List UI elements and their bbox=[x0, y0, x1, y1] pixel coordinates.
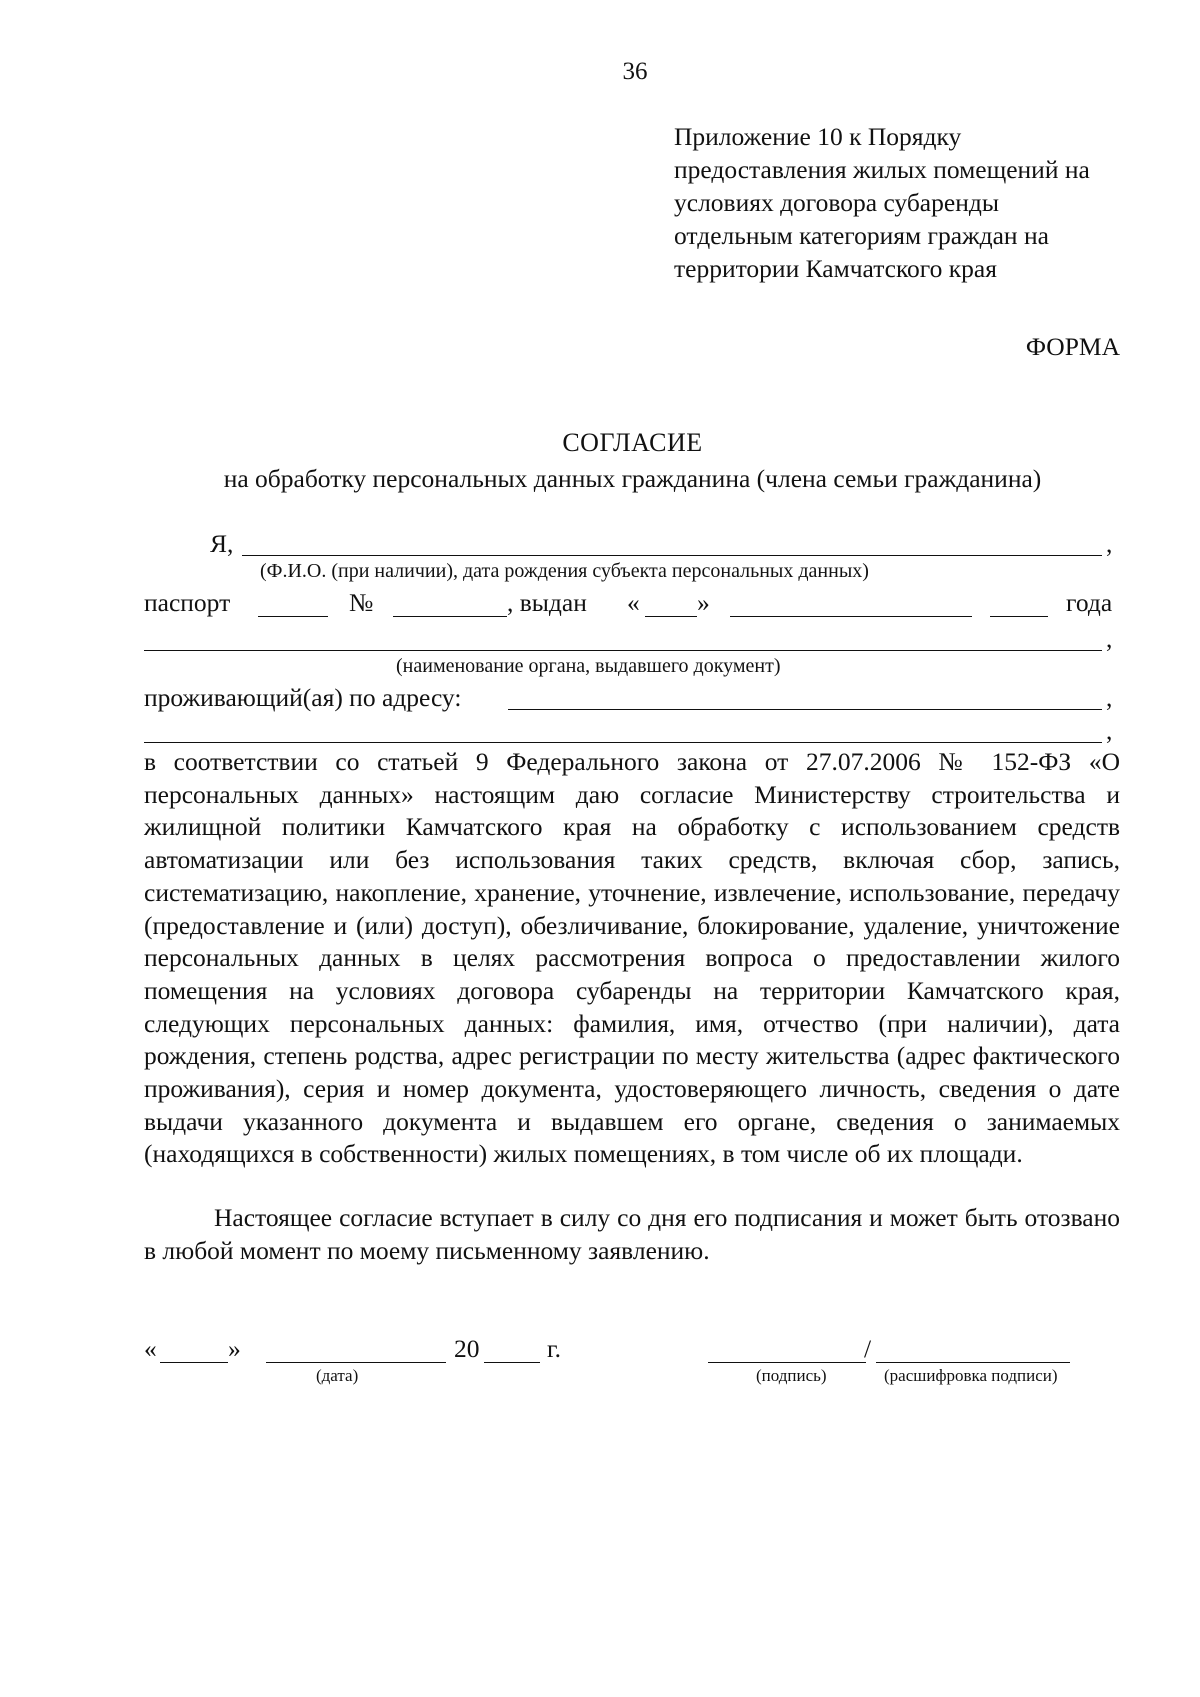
issuer-field[interactable] bbox=[144, 650, 1102, 651]
validity-paragraph bbox=[144, 1202, 1120, 1267]
appendix-line: территории Камчатского края bbox=[674, 254, 997, 283]
form-label: ФОРМА bbox=[1025, 332, 1120, 361]
number-sign: № bbox=[349, 588, 374, 617]
consent-text: в соответствии со статьей 9 Федерального закона от 27.07.2006 № 152-ФЗ «О персональных данных» настоящим даю согласие Министерству строительства и жилищной политики Камчатского края на обработку с использованием средств автоматизации или без использования таких средств, включая сбор, запись, систематизацию, накопление, хранение, уточнение, извлечение, использование, передачу (предоставление и (или) доступ), обезличивание, блокирование, удаление, уничтожение персональных данных в целях рассмотрения вопроса о предоставлении жилого помещения на условиях договора субаренды на территории Камчатского края, следующих персональных данных: фамилия, имя, отчество (при наличии), дата рождения, степень родства, адрес регистрации по месту жительства (адрес фактического проживания), серия и номер документа, удостоверяющего личность, сведения о дате выдачи указанного документа и выдавшем его органе, сведения о занимаемых (находящихся в собственности) жилых помещениях, в том числе об их площади. bbox=[144, 747, 1120, 1169]
year-suffix: г. bbox=[547, 1334, 561, 1363]
page-number: 36 bbox=[622, 58, 648, 85]
date-hint: (дата) bbox=[316, 1366, 359, 1385]
fio-prefix: Я, bbox=[210, 529, 234, 558]
appendix-line: отдельным категориям граждан на bbox=[674, 221, 1049, 250]
date-quote-open: « bbox=[144, 1334, 157, 1363]
year-prefix: 20 bbox=[454, 1334, 480, 1363]
address2-suffix: , bbox=[1106, 716, 1113, 745]
quote-open: « bbox=[627, 588, 640, 617]
passport-number-field[interactable] bbox=[393, 616, 507, 617]
appendix-header bbox=[674, 120, 1154, 285]
address-suffix: , bbox=[1106, 683, 1113, 712]
quote-close: » bbox=[697, 588, 710, 617]
issuer-hint: (наименование органа, выдавшего документ) bbox=[396, 655, 781, 677]
passport-series-field[interactable] bbox=[258, 616, 328, 617]
signature-slash: / bbox=[864, 1334, 872, 1363]
decoding-hint: (расшифровка подписи) bbox=[884, 1366, 1058, 1385]
appendix-line: условиях договора субаренды bbox=[674, 188, 999, 217]
fio-suffix: , bbox=[1106, 529, 1113, 558]
address-field-continued[interactable] bbox=[144, 742, 1102, 743]
issuer-suffix: , bbox=[1106, 624, 1113, 653]
date-year-field[interactable] bbox=[484, 1362, 540, 1363]
document-subtitle: на обработку персональных данных гражданина (члена семьи гражданина) bbox=[223, 464, 1042, 493]
date-month-field[interactable] bbox=[266, 1362, 446, 1363]
appendix-line: Приложение 10 к Порядку bbox=[674, 122, 962, 151]
issue-month-field[interactable] bbox=[730, 616, 972, 617]
fio-field[interactable] bbox=[242, 555, 1102, 556]
signature-decoding-field[interactable] bbox=[876, 1362, 1070, 1363]
address-field[interactable] bbox=[508, 709, 1102, 710]
signature-field[interactable] bbox=[708, 1362, 866, 1363]
address-label: проживающий(ая) по адресу: bbox=[144, 683, 462, 712]
issued-label: , выдан bbox=[507, 588, 587, 617]
issue-day-field[interactable] bbox=[645, 616, 697, 617]
passport-label: паспорт bbox=[144, 588, 231, 617]
consent-paragraph bbox=[144, 746, 1120, 1171]
document-title: СОГЛАСИЕ bbox=[562, 428, 703, 457]
appendix-line: предоставления жилых помещений на bbox=[674, 155, 1090, 184]
date-quote-close: » bbox=[228, 1334, 241, 1363]
signature-hint: (подпись) bbox=[756, 1366, 827, 1385]
year-label: года bbox=[1066, 588, 1113, 617]
issue-year-field[interactable] bbox=[990, 616, 1048, 617]
fio-hint: (Ф.И.О. (при наличии), дата рождения субъекта персональных данных) bbox=[260, 560, 869, 582]
date-day-field[interactable] bbox=[160, 1362, 228, 1363]
validity-text: Настоящее согласие вступает в силу со дня его подписания и может быть отозвано в любой момент по моему письменному заявлению. bbox=[144, 1203, 1120, 1265]
